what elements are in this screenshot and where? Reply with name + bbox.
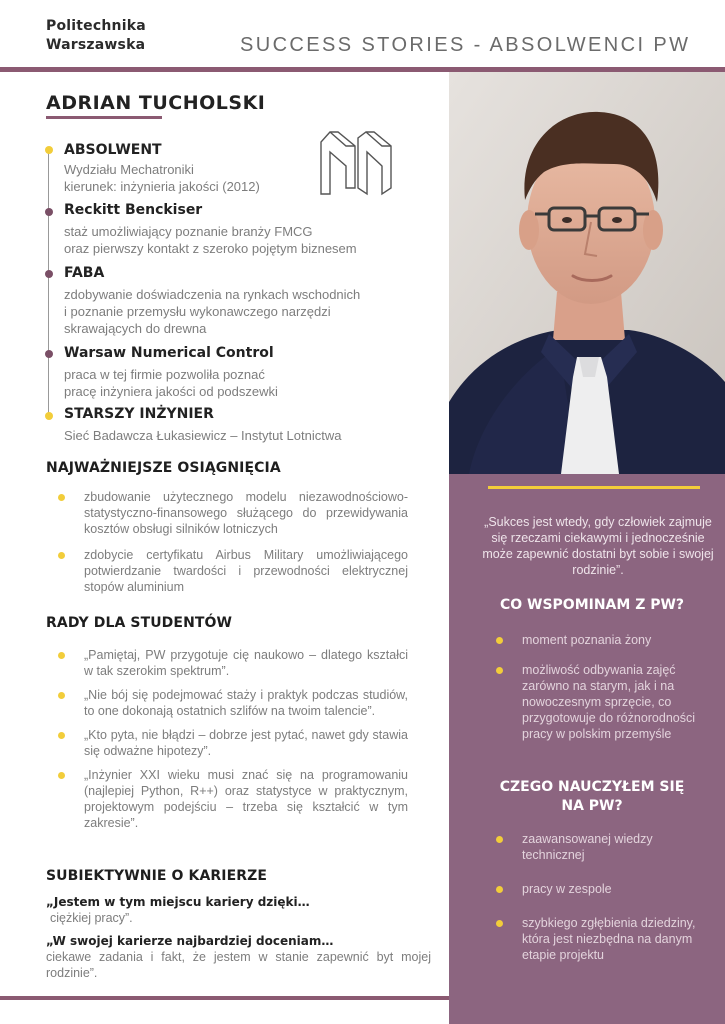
list-item: „Kto pyta, nie błądzi – dobrze jest pytać, nawet gdy stawia się odważne hipotezy”. [58, 727, 408, 759]
timeline-dot [45, 270, 53, 278]
timeline-title-graduate: ABSOLWENT [64, 142, 162, 158]
timeline-desc [64, 427, 341, 444]
list-item: szybkiego zgłębienia dziedziny, która jest niezbędna na danym etapie projektu [496, 915, 711, 963]
bullet-dot-icon [58, 552, 65, 559]
timeline-desc [64, 366, 278, 400]
timeline-desc-line: praca w tej firmie pozwoliła poznać [64, 367, 265, 382]
timeline-desc-line: staż umożliwiający poznanie branży FMCG [64, 224, 313, 239]
timeline-title-wnc: Warsaw Numerical Control [64, 345, 274, 361]
timeline-desc-line: i poznanie przemysłu wykonawczego narzędzi [64, 304, 331, 319]
logo-line-2: Warszawska [46, 37, 146, 53]
bullet-dot-icon [58, 772, 65, 779]
timeline-dot [45, 146, 53, 154]
page-header-title: SUCCESS STORIES - ABSOLWENCI PW [240, 34, 691, 56]
subjective-answer: ciekawe zadania i fakt, że jestem w stanie zapewnić byt mojej rodzinie”. [46, 950, 431, 980]
advice-list [58, 647, 408, 831]
timeline-dot [45, 350, 53, 358]
timeline-desc [64, 161, 260, 195]
list-item: „Inżynier XXI wieku musi znać się na programowaniu (najlepiej Python, R++) oraz statystyce w praktycznym, projektowym podejściu – trzeba się kształcić w tym zakresie”. [58, 767, 408, 831]
quote-text: „Sukces jest wtedy, gdy człowiek zajmuje się rzeczami ciekawymi i jednocześnie może zapewnić dostatni byt sobie i swojej rodzinie”. [482, 515, 714, 577]
bullet-dot-icon [58, 692, 65, 699]
subjective-question: „W swojej karierze najbardziej doceniam… [46, 934, 334, 948]
timeline-desc-line: Wydziału Mechatroniki [64, 162, 194, 177]
memories-heading: CO WSPOMINAM Z PW? [499, 597, 685, 613]
person-name: ADRIAN TUCHOLSKI [46, 92, 266, 114]
timeline-desc [64, 286, 360, 337]
quote-accent-line [488, 486, 700, 489]
list-item: pracy w zespole [496, 881, 711, 897]
list-item: możliwość odbywania zajęć zarówno na starym, jak i na nowoczesnym sprzęcie, co przygotowuje do różnorodności pracy w polskim przemyśle [496, 662, 711, 742]
list-item: „Pamiętaj, PW przygotuje cię naukowo – dlatego kształci w tak szerokim spektrum”. [58, 647, 408, 679]
learned-heading-line: CZEGO NAUCZYŁEM SIĘ [499, 779, 685, 795]
learned-heading-line: NA PW? [561, 798, 623, 814]
timeline-dot [45, 412, 53, 420]
list-item: zdobycie certyfikatu Airbus Military umożliwiającego potwierdzanie twardości i przewodności elektrycznej stopów aluminium [58, 547, 408, 595]
bullet-dot-icon [496, 637, 503, 644]
timeline-dot [45, 208, 53, 216]
logo [46, 17, 146, 55]
timeline-desc-line: oraz pierwszy kontakt z szeroko pojętym biznesem [64, 241, 357, 256]
memories-list [496, 632, 721, 742]
timeline-desc-line: pracę inżyniera jakości od podszewki [64, 384, 278, 399]
timeline-desc-line: skrawających do drewna [64, 321, 207, 336]
bottom-divider [0, 996, 449, 1000]
bullet-dot-icon [496, 667, 503, 674]
advice-heading: RADY DLA STUDENTÓW [46, 615, 233, 631]
logo-line-1: Politechnika [46, 18, 146, 34]
timeline-title-senior-engineer: STARSZY INŻYNIER [64, 406, 214, 422]
bullet-dot-icon [496, 920, 503, 927]
portrait-photo [449, 72, 725, 474]
subjective-heading: SUBIEKTYWNIE O KARIERZE [46, 868, 268, 884]
learned-list [496, 831, 711, 963]
bullet-dot-icon [58, 732, 65, 739]
bullet-dot-icon [58, 652, 65, 659]
timeline-desc-line: kierunek: inżynieria jakości (2012) [64, 179, 260, 194]
subjective-question: „Jestem w tym miejscu kariery dzięki… [46, 895, 310, 909]
list-item: zbudowanie użytecznego modelu niezawodnościowo-statystyczno-finansowego służącego do przewidywania kosztów obsługi silników lotniczych [58, 489, 408, 537]
achievements-list [58, 489, 408, 595]
timeline-line [48, 150, 49, 418]
list-item: zaawansowanej wiedzy technicznej [496, 831, 711, 863]
timeline-title-faba: FABA [64, 265, 105, 281]
timeline-desc-line: Sieć Badawcza Łukasiewicz – Instytut Lotnictwa [64, 428, 342, 443]
portrait-illustration [449, 72, 725, 474]
pw-outline-mark-icon [318, 128, 393, 198]
bullet-dot-icon [496, 886, 503, 893]
timeline-desc [64, 223, 357, 257]
timeline-title-reckitt: Reckitt Benckiser [64, 202, 203, 218]
bullet-dot-icon [496, 836, 503, 843]
learned-heading [462, 778, 722, 816]
bullet-dot-icon [58, 494, 65, 501]
subjective-answer: ciężkiej pracy”. [50, 911, 133, 925]
timeline-desc-line: zdobywanie doświadczenia na rynkach wschodnich [64, 287, 361, 302]
achievements-heading: NAJWAŻNIEJSZE OSIĄGNIĘCIA [46, 460, 281, 476]
name-underline [46, 116, 162, 119]
list-item: moment poznania żony [496, 632, 721, 648]
list-item: „Nie bój się podejmować staży i praktyk podczas studiów, to one dokonają ostatnich szlifów na twoim talencie”. [58, 687, 408, 719]
